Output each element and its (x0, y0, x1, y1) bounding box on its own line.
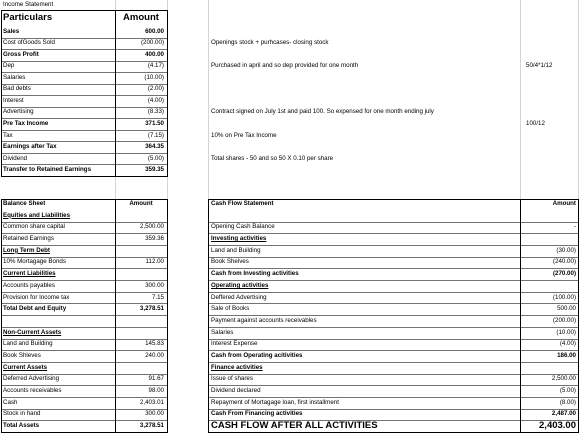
income-row-note: Openings stock + purhcases- closing stock (211, 39, 329, 47)
balance-row-amount: 2,500.00 (139, 223, 164, 231)
cashflow-row-amount: (240.00) (552, 258, 576, 266)
balance-row-amount: 112.00 (145, 258, 164, 266)
row-border (1, 176, 167, 177)
income-row-label: Sales (3, 27, 20, 35)
income-statement-title: Income Statement (3, 0, 54, 8)
income-row-note: Total shares - 50 and so 50 X 0.10 per share (211, 154, 334, 162)
cashflow-row (0, 222, 580, 234)
income-row-amount: 364.35 (145, 143, 164, 151)
balance-row-label: Total Debt and Equity (3, 305, 67, 313)
cashflow-row-amount: (30.00) (556, 246, 576, 254)
cashflow-row-label: Payment against accounts receivables (211, 316, 317, 324)
income-row-amount: 600.00 (145, 27, 164, 35)
cashflow-row-label: Sale of Books (211, 305, 250, 313)
cashflow-row (0, 327, 580, 339)
balance-row-label: Retained Earnings (3, 235, 54, 243)
income-row (0, 38, 580, 50)
cashflow-row-label: Opening Cash Balance (211, 223, 275, 231)
cashflow-row (0, 303, 580, 315)
income-row-amount: (4.17) (147, 62, 164, 70)
cashflow-row-amount: 2,403.00 (539, 420, 576, 432)
income-row-note: Contract signed on July 1st and paid 100. So expensed for one month ending july (211, 108, 434, 116)
income-row (0, 72, 580, 84)
income-row-amount: (2.00) (147, 85, 164, 93)
balance-row-label: Common share capital (3, 223, 65, 231)
income-row-label: Tax (3, 131, 13, 139)
balance-row-label: Cash (3, 398, 18, 406)
balance-row-amount: 145.83 (145, 340, 164, 348)
balance-row-amount: 300.00 (145, 410, 164, 418)
cashflow-row-amount (521, 362, 578, 374)
income-row-amount: 400.00 (145, 50, 164, 58)
cashflow-row (0, 233, 580, 245)
cashflow-row-amount: (8.00) (559, 398, 576, 406)
cashflow-row-label: Issue of shares (211, 375, 253, 383)
cashflow-row-label: Dividend declared (211, 386, 261, 394)
cashflow-row-label: Deffered Advertising (211, 293, 267, 301)
cashflow-row-label (209, 210, 521, 222)
income-row-label: Interest (3, 96, 24, 104)
income-row (0, 95, 580, 107)
cashflow-row-amount: 186.00 (557, 351, 576, 359)
income-row-label: Transfer to Retained Earnings (3, 166, 92, 174)
balance-row-label: Stock in hand (3, 410, 41, 418)
cashflow-row-label: CASH FLOW AFTER ALL ACTIVITIES (211, 420, 378, 432)
cashflow-row-amount: (10.00) (556, 328, 576, 336)
balance-row-label: Long Term Debt (3, 246, 50, 254)
cashflow-row (0, 362, 580, 374)
cashflow-row-amount (521, 280, 578, 292)
cashflow-row (0, 257, 580, 269)
cashflow-row (0, 420, 580, 432)
cashflow-row-label: Land and Building (211, 246, 261, 254)
income-row-calc: 100/12 (526, 119, 545, 127)
balance-row-label: Equities and Liabilities (3, 211, 71, 219)
cashflow-row (0, 350, 580, 362)
cashflow-row (0, 374, 580, 386)
income-row-amount: (5.00) (147, 154, 164, 162)
cashflow-row (0, 210, 580, 222)
particulars-header: Particulars (3, 12, 53, 24)
balance-row-label: Deferred Advertising (3, 375, 60, 383)
cashflow-row-amount: (200.00) (552, 316, 576, 324)
income-row (0, 153, 580, 165)
balance-row-amount: 3,278.51 (139, 305, 164, 313)
cashflow-row-amount (521, 233, 578, 245)
balance-row-label: Provision for Income tax (3, 293, 70, 301)
income-row-note: Purchased in april and so dep provided for one month (211, 62, 359, 70)
income-title-row (0, 0, 580, 10)
balance-row-label: Non-Current Assets (3, 328, 62, 336)
cashflow-row-label: Operating activities (211, 281, 269, 289)
income-row-calc: 50/4*1/12 (526, 62, 553, 70)
income-row-label: Cost ofGoods Sold (3, 39, 55, 47)
income-row (0, 118, 580, 130)
balance-row-amount: 240.00 (145, 351, 164, 359)
cashflow-row-label: Cash From Financing activities (211, 410, 303, 418)
cashflow-row-amount: (4.00) (559, 340, 576, 348)
cashflow-row-amount: - (573, 223, 576, 231)
cashflow-row (0, 385, 580, 397)
income-row (0, 107, 580, 119)
income-row-amount: 371.50 (145, 119, 164, 127)
income-row (0, 49, 580, 61)
income-row (0, 130, 580, 142)
balance-row-label: Current Liabilities (3, 270, 56, 278)
balance-row-label: Land and Building (3, 340, 53, 348)
cashflow-row-amount: 2,487.00 (551, 410, 576, 418)
cashflow-header-row (0, 199, 580, 210)
cashflow-row (0, 339, 580, 351)
balance-row-amount: 98.00 (148, 386, 164, 394)
income-row (0, 141, 580, 153)
balance-row-amount: 3,278.51 (139, 422, 164, 430)
income-row-label: Pre Tax Income (3, 119, 49, 127)
income-header-row (0, 10, 580, 26)
income-row-amount: (7.15) (147, 131, 164, 139)
cashflow-row-amount: 2,500.00 (551, 375, 576, 383)
cashflow-row-label: Investing activities (211, 235, 267, 243)
income-row-label: Advertising (3, 108, 34, 116)
income-row-note: 10% on Pre Tax Income (211, 131, 277, 139)
cashflow-row-amount: (270.00) (552, 270, 576, 278)
balance-sheet-title: Balance Sheet (3, 200, 46, 208)
balance-row-label: 10% Mortagage Bonds (3, 258, 66, 266)
income-row-amount: (200.00) (140, 39, 164, 47)
balance-row-amount: 300.00 (145, 281, 164, 289)
cashflow-row (0, 315, 580, 327)
income-row-label: Dep (3, 62, 15, 70)
cashflow-row-amount: (100.00) (552, 293, 576, 301)
cashflow-amount-header: Amount (552, 200, 576, 208)
income-row-label: Salaries (3, 73, 26, 81)
cashflow-row (0, 268, 580, 280)
cashflow-row-amount: (5.00) (559, 386, 576, 394)
balance-row-amount: 7.15 (151, 293, 164, 301)
cashflow-row (0, 280, 580, 292)
income-row (0, 61, 580, 73)
cashflow-row-label: Cash from Operating acitivities (211, 351, 303, 359)
cashflow-title: Cash Flow Statement (211, 200, 274, 208)
income-row (0, 26, 580, 38)
cashflow-row-amount: 500.00 (557, 305, 576, 313)
balance-row-amount: 91.67 (148, 375, 164, 383)
balance-row-amount: 2,403.01 (139, 398, 164, 406)
income-row-amount: 359.35 (145, 166, 164, 174)
balance-row-label: Book Shleves (3, 351, 41, 359)
cashflow-row-label: Salaries (211, 328, 234, 336)
income-row-label: Gross Profit (3, 50, 39, 58)
cashflow-row-label: Repayment of Mortagage loan, first installment (211, 398, 339, 406)
income-row-label: Dividend (3, 154, 28, 162)
balance-amount-header: Amount (129, 200, 153, 208)
cashflow-row (0, 409, 580, 421)
balance-row-label: Total Assets (3, 422, 40, 430)
amount-header: Amount (123, 12, 159, 24)
income-row (0, 164, 580, 176)
income-row (0, 84, 580, 96)
balance-row-amount: 359.36 (145, 235, 164, 243)
income-row-amount: (8.33) (147, 108, 164, 116)
balance-row-label: Current Assets (3, 363, 48, 371)
balance-row-label: Accounts payables (3, 281, 55, 289)
cashflow-row (0, 292, 580, 304)
income-row-label: Earnings after Tax (3, 143, 57, 151)
cashflow-row-label: Book Shelves (211, 258, 249, 266)
cashflow-row-amount (521, 210, 578, 222)
income-row-amount: (4.00) (147, 96, 164, 104)
income-row-label: Bad debts (3, 85, 31, 93)
cashflow-row (0, 397, 580, 409)
income-row-amount: (10.00) (144, 73, 164, 81)
cashflow-row-label: Cash from Investing activities (211, 270, 299, 278)
cashflow-row (0, 245, 580, 257)
balance-row-label: Accounts receivables (3, 386, 62, 394)
cashflow-row-label: Finance activities (211, 363, 263, 371)
cashflow-row-label: Interest Expense (211, 340, 258, 348)
